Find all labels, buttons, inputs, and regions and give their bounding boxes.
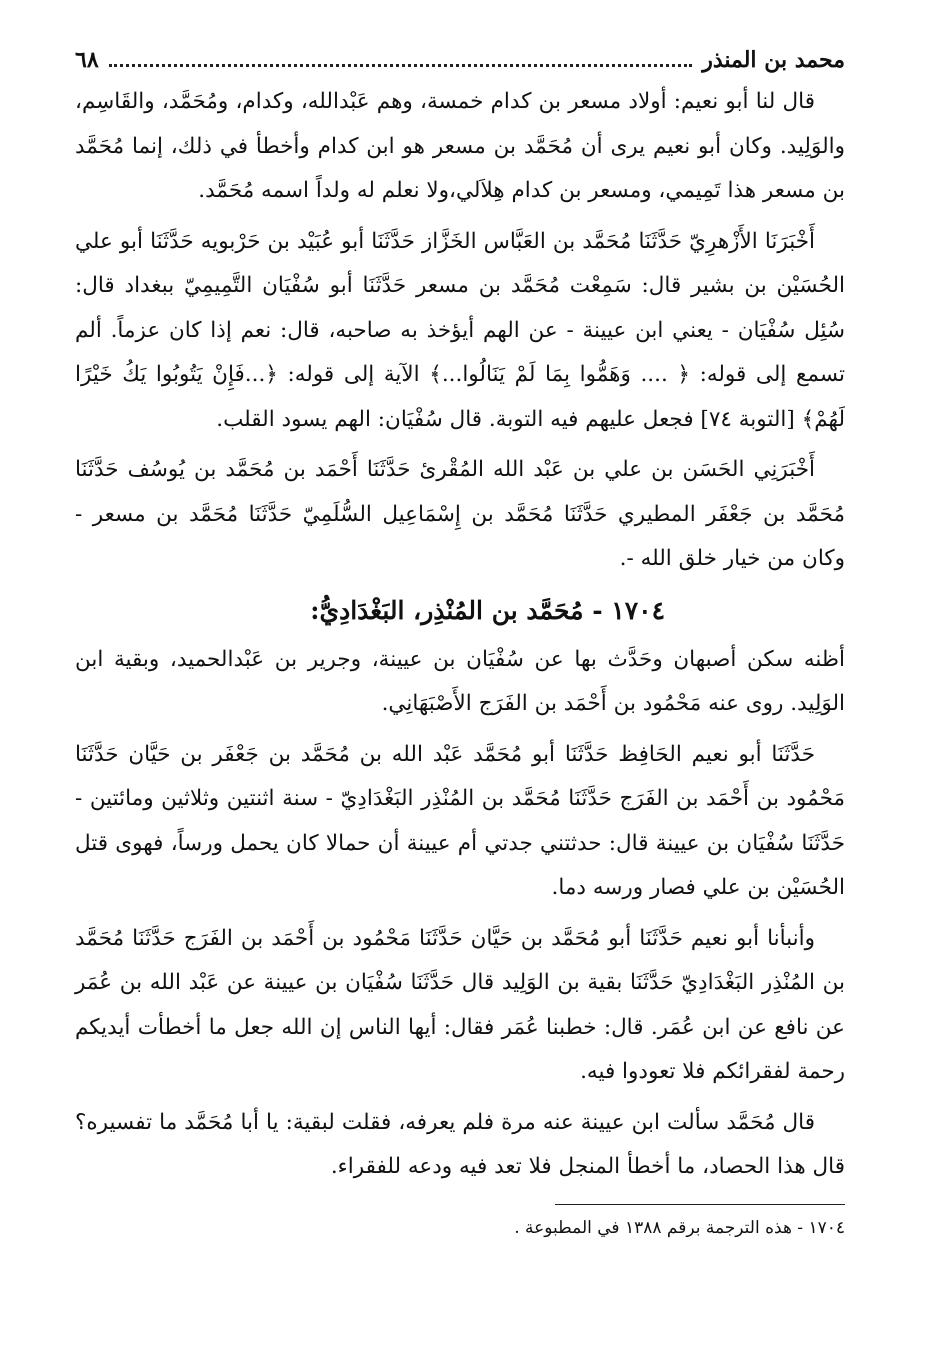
paragraph: أَخْبَرَنِي الحَسَن بن علي بن عَبْد الله المُقْرئ حَدَّثَنَا أَحْمَد بن مُحَمَّد بن يُوسُف حَدَّثَنَا مُحَمَّد بن جَعْفَر المطيري حَدَّثَنَا مُحَمَّد بن إِسْمَاعِيل السُّلَمِيّ حَدَّثَنَا مُحَمَّد بن مسعر - وكان من خيار خلق الله -. bbox=[75, 457, 845, 571]
page-number: ٦٨ bbox=[75, 47, 99, 73]
paragraph: حَدَّثَنَا أبو نعيم الحَافِظ حَدَّثَنَا أبو مُحَمَّد عَبْد الله بن مُحَمَّد بن جَعْفَر بن حَيَّان حَدَّثَنَا مَحْمُود بن أَحْمَد بن الفَرَج حَدَّثَنَا مُحَمَّد بن المُنْذِر البَغْدَادِيّ - سنة اثنتين وثلاثين ومائتين - حَدَّثَنَا سُفْيَان بن عيينة قال: حدثتني جدتي أم عيينة أن حمالا كان يحمل ورساً، فهوى قتل الحُسَيْن بن علي فصار ورسه دما. bbox=[75, 741, 845, 900]
footnote-divider bbox=[555, 1204, 845, 1205]
paragraph: قال لنا أبو نعيم: أولاد مسعر بن كدام خمسة، وهم عَبْدالله، وكدام، ومُحَمَّد، والقَاسِم، والوَلِيد. وكان أبو نعيم يرى أن مُحَمَّد بن مسعر هو ابن كدام وأخطأ في ذلك، إنما مُحَمَّد بن مسعر هذا تَمِيمي، ومسعر بن كدام هِلاَلي،ولا نعلم له ولداً اسمه مُحَمَّد. bbox=[75, 89, 845, 203]
footnote: ١٧٠٤ - هذه الترجمة برقم ١٣٨٨ في المطبوعة . bbox=[514, 1217, 845, 1238]
page-header bbox=[75, 40, 845, 80]
paragraph: أَخْبَرَنَا الأَزْهرِيّ حَدَّثَنَا مُحَمَّد بن العَبَّاس الخَزَّاز حَدَّثَنَا أبو عُبَيْد بن حَرْبويه حَدَّثَنَا أبو علي الحُسَيْن بن بشير قال: سَمِعْت مُحَمَّد بن مسعر حَدَّثَنَا أبو سُفْيَان التَّمِيمِيّ ببغداد قال: سُئِل سُفْيَان - يعني ابن عيينة - عن الهم أيؤخذ به صاحبه، قال: نعم إذا كان عزماً. ألم تسمع إلى قوله: ﴿ .... وَهَمُّوا بِمَا لَمْ يَنَالُوا...﴾ الآية إلى قوله: ﴿...فَإِنْ يَتُوبُوا يَكُ خَيْرًا لَهُمْ﴾ [التوبة ٧٤] فجعل عليهم فيه التوبة. قال سُفْيَان: الهم يسود القلب. bbox=[75, 228, 845, 432]
header-dotted-leader bbox=[109, 40, 693, 67]
entry-title: ١٧٠٤ - مُحَمَّد بن المُنْذِر، البَغْدَادِيُّ: bbox=[310, 595, 665, 625]
paragraph: قال مُحَمَّد سألت ابن عيينة عنه مرة فلم يعرفه، فقلت لبقية: يا أبا مُحَمَّد ما تفسيره؟ قال هذا الحصاد، ما أخطأ المنجل فلا تعد فيه ودعه للفقراء. bbox=[75, 1109, 845, 1179]
paragraph: أظنه سكن أصبهان وحَدَّث بها عن سُفْيَان بن عيينة، وجرير بن عَبْدالحميد، وبقية ابن الوَلِيد. روى عنه مَحْمُود بن أَحْمَد بن الفَرَج الأَصْبَهَانِي. bbox=[75, 646, 845, 716]
paragraph: وأنبأنا أبو نعيم حَدَّثَنَا أبو مُحَمَّد بن حَيَّان حَدَّثَنَا مَحْمُود بن أَحْمَد بن الفَرَج حَدَّثَنَا مُحَمَّد بن المُنْذِر البَغْدَادِيّ حَدَّثَنَا بقية بن الوَلِيد قال حَدَّثَنَا سُفْيَان بن عيينة عن عَبْد الله بن عُمَر عن نافع عن ابن عُمَر. قال: خطبنا عُمَر فقال: أيها الناس إن الله جعل ما أخطأت أيديكم رحمة لفقرائكم فلا تعودوا فيه. bbox=[75, 925, 845, 1084]
running-title: محمد بن المنذر bbox=[702, 47, 845, 73]
